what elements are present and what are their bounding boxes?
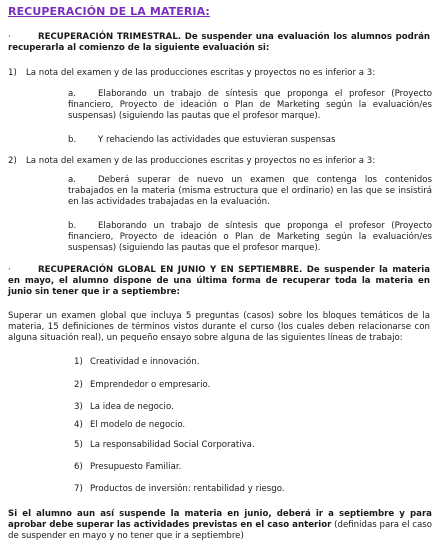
final-bold-text: Si el alumno aun así suspende la materia en junio, deberá ir a septiembre y para aprobar debe superar las actividades previstas en el caso anterior (8, 509, 432, 531)
option-marker: a. (68, 175, 76, 185)
list-item: 7) Productos de inversión: rentabilidad y riesgo. (74, 484, 285, 494)
global-paragraph (8, 265, 430, 299)
list-item: 2) Emprendedor o empresario. (74, 380, 211, 390)
trimestral-text: De suspender una evaluación los alumnos podrán recuperarla al comienzo de la siguiente evaluación si: (8, 32, 430, 54)
trimestral-heading: RECUPERACIÓN TRIMESTRAL. (38, 32, 182, 42)
page-title: RECUPERACIÓN DE LA MATERIA: (8, 5, 210, 18)
case1-option-a (68, 89, 432, 123)
list-item: 6) Presupuesto Familiar. (74, 462, 182, 472)
list-item: 5) La responsabilidad Social Corporativa. (74, 440, 255, 450)
case2-option-a (68, 175, 432, 209)
bullet: · (8, 265, 11, 275)
global-intro: Superar un examen global que incluya 5 preguntas (casos) sobre los bloques temáticos de la materia, 15 definiciones de términos vistos durante el curso (los cuales deben relacionarse con alguna situación real), un pequeño ensayo sobre alguna de las siguientes líneas de trabajo: (8, 311, 430, 344)
case2-number: 2) (8, 156, 17, 166)
list-item: 3) La idea de negocio. (74, 402, 174, 412)
case1-option-b (68, 135, 432, 146)
case2-text: La nota del examen y de las producciones escritas y proyectos no es inferior a 3: (26, 156, 376, 166)
case2-line (8, 156, 430, 167)
trimestral-paragraph (8, 32, 430, 54)
global-heading: RECUPERACIÓN GLOBAL EN JUNIO Y EN SEPTIEMBRE. (38, 265, 303, 275)
option-text: Deberá superar de nuevo un examen que contenga los contenidos trabajados en la materia (misma estructura que el ordinario) en las que se insistirá en las actividades trabajadas en la evaluación. (68, 175, 432, 208)
option-text: Elaborando un trabajo de síntesis que proponga el profesor (Proyecto financiero, Proyecto de ideación o Plan de Marketing según la evaluación/es suspensas) (siguiendo las pautas que el profesor marque). (68, 221, 432, 254)
case1-number: 1) (8, 68, 17, 78)
case1-line (8, 68, 430, 79)
global-text: De suspender la materia en mayo, el alumno dispone de una última forma de recuperar toda la materia en junio sin tener que ir a septiembre: (8, 265, 430, 298)
final-paragraph (8, 509, 432, 543)
bullet: · (8, 32, 11, 42)
final-normal-text: (definidas para el caso de suspender en mayo y no tener que ir a septiembre) (8, 520, 433, 542)
option-text: Elaborando un trabajo de síntesis que proponga el profesor (Proyecto financiero, Proyecto de ideación o Plan de Marketing según la evaluación/es suspensas) (siguiendo las pautas que el profesor marque). (68, 89, 432, 122)
list-item: 1) Creatividad e innovación. (74, 357, 200, 367)
option-marker: b. (68, 221, 77, 231)
case1-text: La nota del examen y de las producciones escritas y proyectos no es inferior a 3: (26, 68, 376, 78)
case2-option-b (68, 221, 432, 255)
list-item: 4) El modelo de negocio. (74, 420, 186, 430)
option-marker: b. (68, 135, 77, 145)
option-marker: a. (68, 89, 76, 99)
option-text: Y rehaciendo las actividades que estuvieran suspensas (98, 135, 336, 145)
